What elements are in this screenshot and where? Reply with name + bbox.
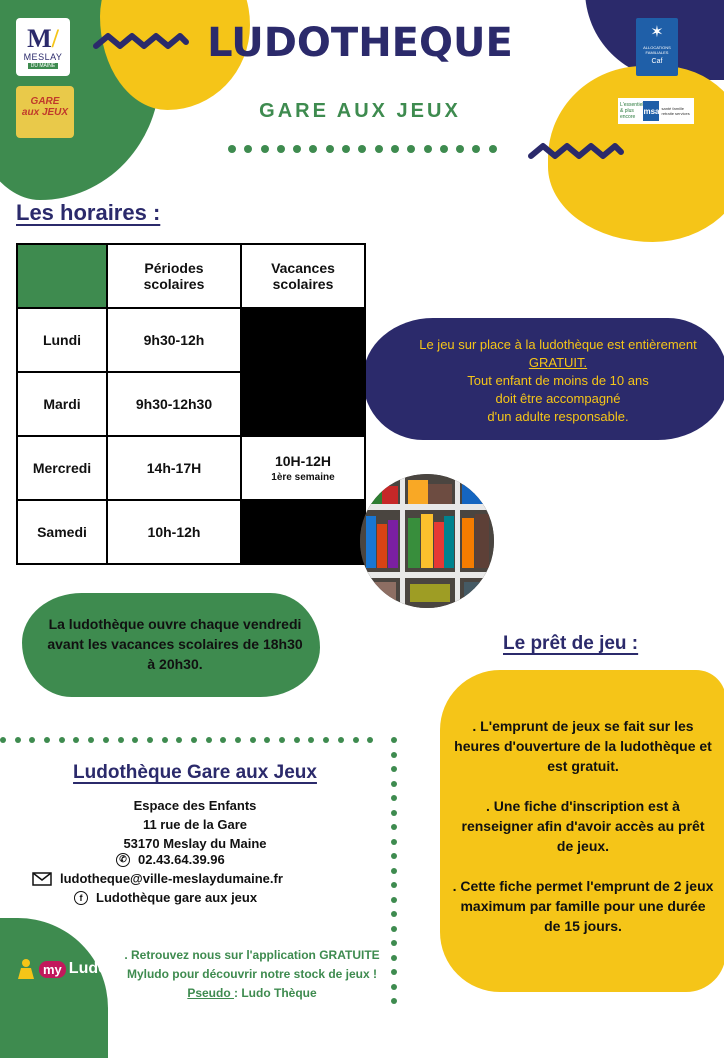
horaires-heading: Les horaires : <box>16 200 161 225</box>
schedule-table <box>16 243 366 565</box>
facebook-link[interactable]: Ludothèque gare aux jeux <box>96 890 258 905</box>
holiday-closed-cell <box>241 308 365 436</box>
decorative-green-blob <box>0 918 108 1058</box>
holiday-hours-cell <box>241 436 365 500</box>
holiday-hours-note: 1ère semaine <box>271 472 335 483</box>
email-link[interactable]: ludotheque@ville-meslaydumaine.fr <box>60 871 283 886</box>
zigzag-decoration <box>527 140 625 162</box>
facebook-row <box>74 890 257 905</box>
info-line: Tout enfant de moins de 10 ans <box>467 373 649 388</box>
myludo-promo: . Retrouvez nous sur l'application GRATUITE Myludo pour découvrir notre stock de jeux ! <box>124 948 380 981</box>
column-header: Vacances scolaires <box>241 244 365 308</box>
myludo-promo-text <box>118 946 386 1003</box>
table-row <box>17 308 365 372</box>
info-line: d'un adulte responsable. <box>487 409 629 424</box>
school-hours-cell: 14h-17H <box>107 436 241 500</box>
address-line: 11 rue de la Gare <box>142 817 248 832</box>
phone-row <box>116 852 225 867</box>
zigzag-decoration <box>92 30 190 52</box>
pret-rules <box>452 716 714 956</box>
gare-aux-jeux-logo: GARE aux JEUX <box>16 86 74 138</box>
page-title: LUDOTHEQUE <box>207 20 513 66</box>
contact-heading: Ludothèque Gare aux Jeux <box>73 762 317 783</box>
info-line: doit être accompagné <box>495 391 621 406</box>
myludo-meeple-icon <box>16 958 36 980</box>
pret-rule: . L'emprunt de jeux se fait sur les heures d'ouverture de la ludothèque et est gratuit. <box>454 718 712 774</box>
day-cell: Mardi <box>17 372 107 436</box>
day-cell: Lundi <box>17 308 107 372</box>
facebook-icon: f <box>74 891 88 905</box>
contact-address <box>40 796 350 853</box>
pseudo-value: : Ludo Thèque <box>234 986 317 1000</box>
day-cell: Samedi <box>17 500 107 564</box>
friday-opening-text: La ludothèque ouvre chaque vendredi avant les vacances scolaires de 18h30 à 20h30. <box>47 616 303 672</box>
dotted-border-right <box>391 737 397 1004</box>
page-subtitle: GARE AUX JEUX <box>259 100 461 122</box>
pret-rule: . Cette fiche permet l'emprunt de 2 jeux maximum par famille pour une durée de 15 jours. <box>452 878 714 934</box>
dots-divider <box>228 145 497 153</box>
school-hours-cell: 9h30-12h <box>107 308 241 372</box>
dotted-border-top <box>0 737 373 743</box>
info-line: Le jeu sur place à la ludothèque est entièrement <box>419 337 697 352</box>
address-line: Espace des Enfants <box>133 798 257 813</box>
table-row <box>17 436 365 500</box>
table-row <box>17 500 365 564</box>
holiday-hours: 10H-12H <box>274 453 332 469</box>
header-empty-cell <box>17 244 107 308</box>
pret-rule: . Une fiche d'inscription est à renseigner afin d'avoir accès au prêt de jeux. <box>461 798 705 854</box>
address-line: 53170 Meslay du Maine <box>123 836 267 851</box>
school-hours-cell: 10h-12h <box>107 500 241 564</box>
email-row <box>32 871 283 886</box>
caf-logo: ✶ ALLOCATIONS FAMILIALES Caf <box>636 18 678 76</box>
myludo-logo <box>16 958 108 980</box>
day-cell: Mercredi <box>17 436 107 500</box>
pseudo-label: Pseudo <box>187 986 235 1000</box>
info-line: GRATUIT. <box>528 355 588 370</box>
msa-logo: L'essentiel & plus encore msa santé famille retraite services <box>618 98 694 124</box>
game-shelf-photo <box>360 474 494 608</box>
myludo-logo-my: my <box>39 961 66 978</box>
school-hours-cell: 9h30-12h30 <box>107 372 241 436</box>
meslay-logo: M/ MESLAY DU MAINE <box>16 18 70 76</box>
free-play-info <box>398 336 718 426</box>
holiday-closed-cell <box>241 500 365 564</box>
myludo-logo-ludo: Ludo <box>68 960 108 977</box>
envelope-icon <box>32 872 52 886</box>
pret-heading: Le prêt de jeu : <box>503 633 639 654</box>
phone-number[interactable]: 02.43.64.39.96 <box>138 852 225 867</box>
phone-icon: ✆ <box>116 853 130 867</box>
column-header: Périodes scolaires <box>107 244 241 308</box>
table-header-row <box>17 244 365 308</box>
